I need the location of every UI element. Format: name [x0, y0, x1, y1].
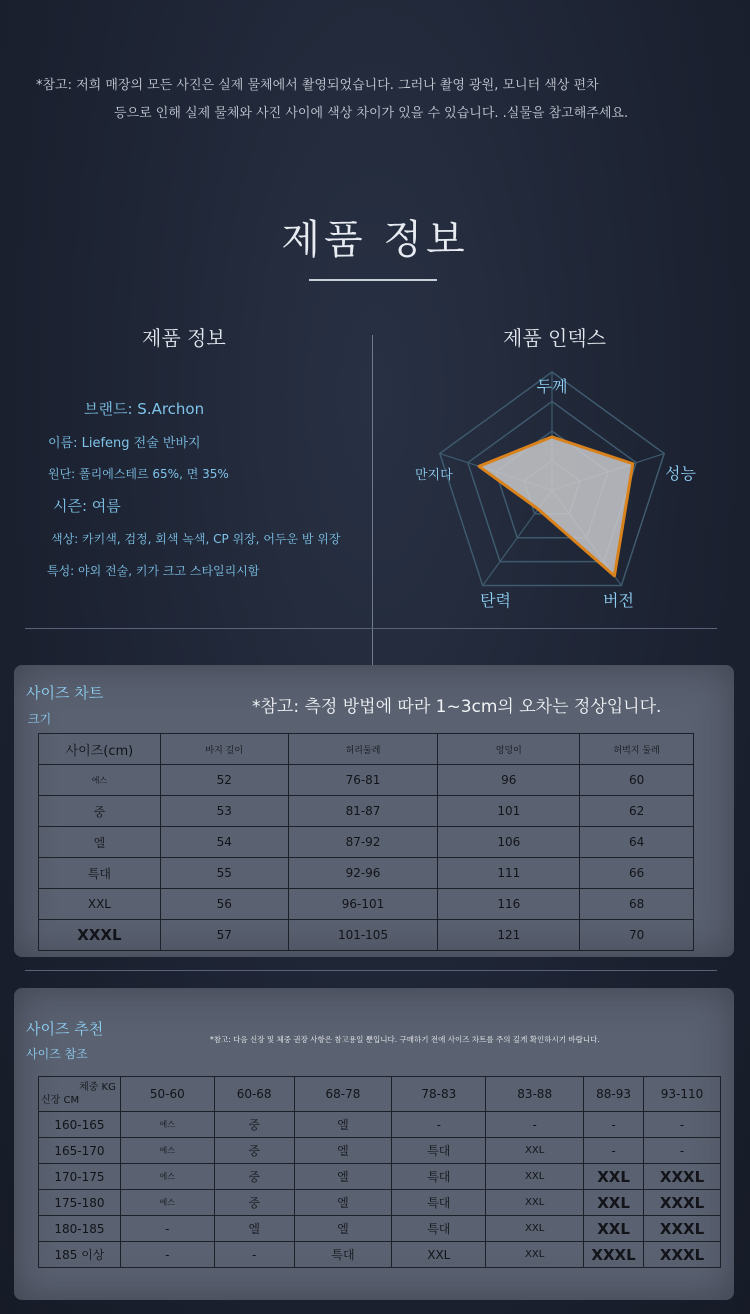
- table-cell: -: [584, 1112, 644, 1138]
- table-cell: -: [644, 1112, 721, 1138]
- table-cell: 특대: [39, 858, 161, 889]
- brand-text: 브랜드: S.Archon: [84, 400, 205, 418]
- product-info-heading: 제품 정보: [142, 326, 226, 350]
- table-cell: 특대: [392, 1190, 486, 1216]
- table-cell: 60: [580, 765, 694, 796]
- colors-text: 색상: 카키색, 검정, 회색 녹색, CP 위장, 어두운 밤 위장: [51, 532, 341, 546]
- table-cell: 64: [580, 827, 694, 858]
- table-cell: XXXL: [39, 920, 161, 951]
- divider-1: [25, 628, 717, 629]
- table-row-header: 170-175: [39, 1164, 121, 1190]
- table-row: [39, 796, 694, 827]
- table-cell: 엘: [39, 827, 161, 858]
- table-cell: 56: [160, 889, 288, 920]
- corner-weight-label: 체중 KG: [79, 1082, 116, 1093]
- table-cell: 57: [160, 920, 288, 951]
- table-cell: 92-96: [288, 858, 438, 889]
- table-row: [39, 920, 694, 951]
- table-cell: XXL: [584, 1190, 644, 1216]
- table-cell: -: [584, 1138, 644, 1164]
- table-cell: 엘: [294, 1138, 392, 1164]
- table-cell: XXL: [392, 1242, 486, 1268]
- table-row: [39, 1112, 721, 1138]
- table-cell: 54: [160, 827, 288, 858]
- table-cell: 53: [160, 796, 288, 827]
- page-title: 제품 정보: [281, 217, 469, 263]
- table-row-header: 160-165: [39, 1112, 121, 1138]
- table-header-row: [39, 1077, 721, 1112]
- radar-chart: [400, 370, 720, 620]
- table-cell: 96-101: [288, 889, 438, 920]
- table-row: [39, 1190, 721, 1216]
- table-cell: 52: [160, 765, 288, 796]
- table-cell: XXXL: [644, 1190, 721, 1216]
- table-row: [39, 858, 694, 889]
- table-cell: 76-81: [288, 765, 438, 796]
- table-cell: XXL: [39, 889, 161, 920]
- table-header-cell: 사이즈(cm): [39, 734, 161, 765]
- table-cell: 특대: [392, 1164, 486, 1190]
- table-cell: 에스: [39, 765, 161, 796]
- table-cell: -: [392, 1112, 486, 1138]
- feature-text: 특성: 야외 전술, 키가 크고 스타일리시함: [47, 564, 260, 578]
- table-header-cell: 50-60: [120, 1077, 214, 1112]
- table-header-row: [39, 734, 694, 765]
- table-cell: XXXL: [644, 1216, 721, 1242]
- table-cell: 에스: [120, 1190, 214, 1216]
- radar-label: 버전: [603, 591, 634, 610]
- table-cell: 111: [438, 858, 580, 889]
- name-text: 이름: Liefeng 전술 반바지: [48, 436, 201, 451]
- table-cell: XXL: [486, 1242, 584, 1268]
- table-cell: 62: [580, 796, 694, 827]
- table-header-cell: 허벅지 둘레: [580, 734, 694, 765]
- radar-label: 성능: [665, 464, 696, 483]
- season-text: 시즌: 여름: [53, 497, 121, 515]
- divider-2: [25, 970, 717, 971]
- table-cell: 중: [214, 1112, 294, 1138]
- table-cell: -: [120, 1242, 214, 1268]
- table-cell: XXL: [486, 1190, 584, 1216]
- size-recommend-note: *참고: 다음 신장 및 체중 권장 사항은 참고용일 뿐입니다. 구매하기 전에 사이즈 차트를 주의 깊게 확인하시기 바랍니다.: [210, 1035, 600, 1044]
- size-recommend-table: [38, 1076, 721, 1268]
- table-cell: 81-87: [288, 796, 438, 827]
- table-cell: 중: [39, 796, 161, 827]
- title-underline: [309, 279, 437, 281]
- table-cell: 특대: [392, 1216, 486, 1242]
- table-row-header: 175-180: [39, 1190, 121, 1216]
- size-chart-title: 사이즈 차트: [26, 684, 104, 702]
- table-cell: 66: [580, 858, 694, 889]
- table-cell: XXXL: [584, 1242, 644, 1268]
- notice-line-2: 등으로 인해 실제 물체와 사진 사이에 색상 차이가 있을 수 있습니다. .실물을 참고해주세요.: [114, 106, 629, 121]
- product-index-heading: 제품 인덱스: [503, 326, 606, 350]
- table-cell: 에스: [120, 1138, 214, 1164]
- table-cell: 96: [438, 765, 580, 796]
- table-row: [39, 889, 694, 920]
- table-cell: 68: [580, 889, 694, 920]
- table-cell: 87-92: [288, 827, 438, 858]
- table-row-header: 185 이상: [39, 1242, 121, 1268]
- table-header-cell: 60-68: [214, 1077, 294, 1112]
- table-cell: XXL: [486, 1138, 584, 1164]
- table-cell: 55: [160, 858, 288, 889]
- corner-height-label: 신장 CM: [41, 1095, 80, 1106]
- section-divider: [372, 335, 373, 665]
- table-cell: 엘: [294, 1164, 392, 1190]
- size-chart-note: *참고: 측정 방법에 따라 1~3cm의 오차는 정상입니다.: [252, 697, 662, 717]
- fabric-text: 원단: 폴리에스테르 65%, 면 35%: [48, 467, 229, 481]
- table-header-cell: 93-110: [644, 1077, 721, 1112]
- radar-label: 두께: [536, 377, 568, 396]
- table-header-cell: 83-88: [486, 1077, 584, 1112]
- table-cell: -: [486, 1112, 584, 1138]
- table-header-cell: 78-83: [392, 1077, 486, 1112]
- table-row: [39, 1216, 721, 1242]
- table-cell: 중: [214, 1190, 294, 1216]
- size-recommend-subtitle: 사이즈 참조: [26, 1047, 88, 1061]
- table-cell: 101: [438, 796, 580, 827]
- table-corner-cell: [39, 1077, 121, 1112]
- table-header-cell: 88-93: [584, 1077, 644, 1112]
- table-cell: -: [120, 1216, 214, 1242]
- table-cell: 중: [214, 1138, 294, 1164]
- radar-label: 만지다: [415, 468, 453, 483]
- table-header-cell: 바지 길이: [160, 734, 288, 765]
- table-cell: 엘: [294, 1112, 392, 1138]
- notice-line-1: *참고: 저희 매장의 모든 사진은 실제 물체에서 촬영되었습니다. 그러나 촬영 광원, 모니터 색상 편차: [36, 78, 599, 93]
- table-row: [39, 1138, 721, 1164]
- table-cell: 70: [580, 920, 694, 951]
- table-row: [39, 827, 694, 858]
- size-chart-table: [38, 733, 694, 951]
- table-cell: 에스: [120, 1112, 214, 1138]
- table-cell: XXL: [584, 1216, 644, 1242]
- table-row-header: 180-185: [39, 1216, 121, 1242]
- table-row-header: 165-170: [39, 1138, 121, 1164]
- size-chart-subtitle: 크기: [28, 712, 52, 726]
- table-cell: XXXL: [644, 1242, 721, 1268]
- table-row: [39, 765, 694, 796]
- table-cell: -: [644, 1138, 721, 1164]
- table-cell: 특대: [392, 1138, 486, 1164]
- radar-value-area: [479, 437, 633, 576]
- table-cell: 엘: [294, 1216, 392, 1242]
- size-recommend-panel: [14, 988, 734, 1300]
- table-header-cell: 허리둘레: [288, 734, 438, 765]
- table-cell: -: [214, 1242, 294, 1268]
- table-cell: 특대: [294, 1242, 392, 1268]
- table-header-cell: 엉덩이: [438, 734, 580, 765]
- table-cell: 101-105: [288, 920, 438, 951]
- table-header-cell: 68-78: [294, 1077, 392, 1112]
- table-cell: XXL: [584, 1164, 644, 1190]
- table-cell: 106: [438, 827, 580, 858]
- size-chart-panel: [14, 665, 734, 957]
- table-cell: 116: [438, 889, 580, 920]
- table-row: [39, 1242, 721, 1268]
- table-cell: XXL: [486, 1216, 584, 1242]
- table-cell: 엘: [294, 1190, 392, 1216]
- table-cell: 엘: [214, 1216, 294, 1242]
- table-row: [39, 1164, 721, 1190]
- size-recommend-title: 사이즈 추천: [26, 1020, 104, 1038]
- table-cell: 중: [214, 1164, 294, 1190]
- table-cell: 에스: [120, 1164, 214, 1190]
- table-cell: 121: [438, 920, 580, 951]
- radar-label: 탄력: [480, 591, 511, 610]
- table-cell: XXL: [486, 1164, 584, 1190]
- table-cell: XXXL: [644, 1164, 721, 1190]
